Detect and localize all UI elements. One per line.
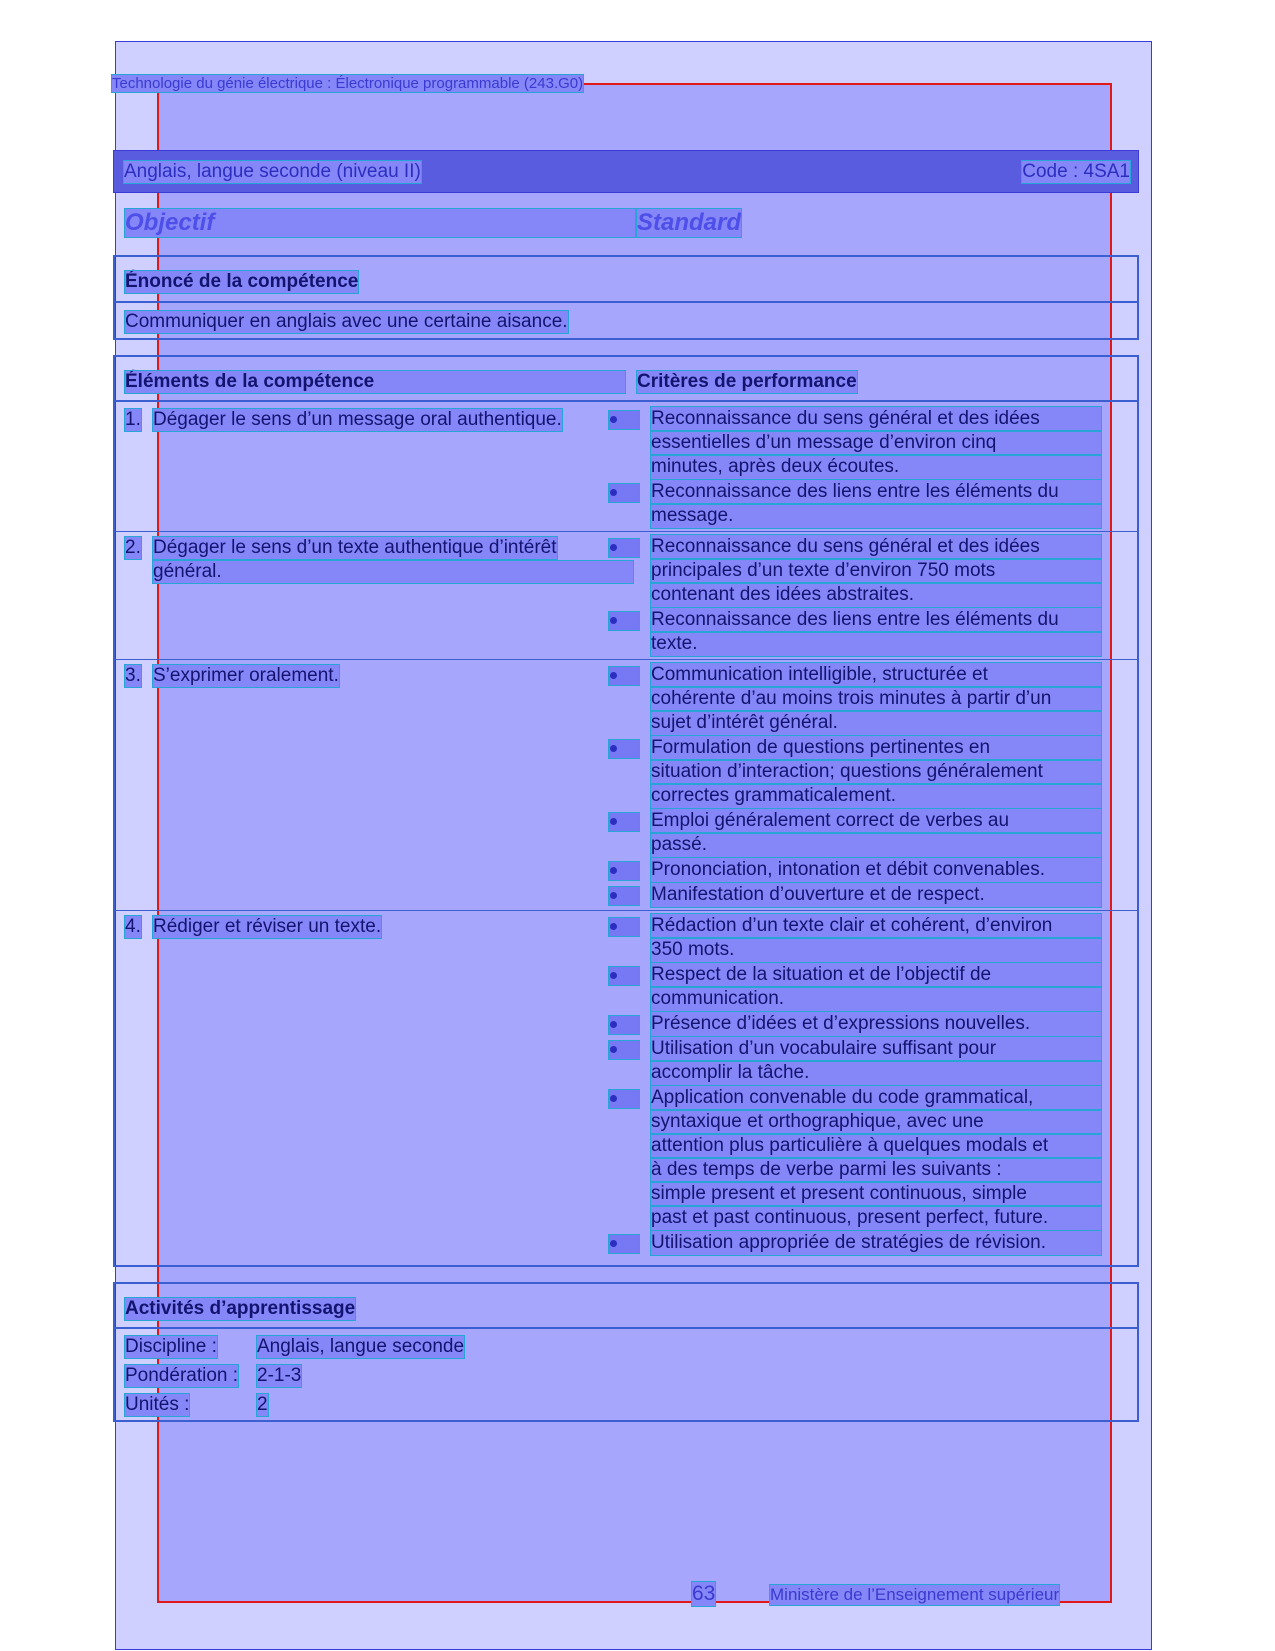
criterion-line: Présence d’idées et d’expressions nouvelles. xyxy=(651,1012,1101,1036)
discipline-value: Anglais, langue seconde xyxy=(257,1336,465,1357)
row-divider xyxy=(115,910,1137,911)
divider xyxy=(115,301,1137,303)
bullet xyxy=(609,967,639,985)
element-number: 4. xyxy=(125,916,141,937)
criterion-line: minutes, après deux écoutes. xyxy=(651,455,1101,479)
bullet-dot xyxy=(610,745,617,752)
divider xyxy=(115,400,1137,402)
enonce-label: Énoncé de la compétence xyxy=(125,271,359,292)
activites-label: Activités d’apprentissage xyxy=(125,1298,356,1319)
criterion-line: attention plus particulière à quelques modals et xyxy=(651,1134,1101,1158)
element-text: Rédiger et réviser un texte. xyxy=(153,916,382,937)
criterion-line: correctes grammaticalement. xyxy=(651,784,1101,808)
bullet xyxy=(609,1235,639,1253)
bullet-dot xyxy=(610,672,617,679)
bullet-dot xyxy=(610,1095,617,1102)
criterion-line: contenant des idées abstraites. xyxy=(651,583,1101,607)
activites-box xyxy=(113,1282,1139,1422)
row-divider xyxy=(115,531,1137,532)
bullet-dot xyxy=(610,416,617,423)
discipline-label: Discipline : xyxy=(125,1336,217,1357)
bullet xyxy=(609,539,639,557)
criterion-line: Application convenable du code grammatical, xyxy=(651,1086,1101,1110)
bullet xyxy=(609,887,639,905)
col-header-criteres: Critères de performance xyxy=(637,371,857,392)
bullet xyxy=(609,740,639,758)
criterion-line: Respect de la situation et de l’objectif de xyxy=(651,963,1101,987)
bullet-dot xyxy=(610,1046,617,1053)
bullet-dot xyxy=(610,892,617,899)
criterion-line: 350 mots. xyxy=(651,938,1101,962)
performance-criterion xyxy=(651,963,1101,1011)
criterion-line: communication. xyxy=(651,987,1101,1011)
col-header-elements: Éléments de la compétence xyxy=(125,371,625,393)
bullet xyxy=(609,1090,639,1108)
criterion-line: Reconnaissance des liens entre les éléments du xyxy=(651,608,1101,632)
element-text: Dégager le sens d’un texte authentique d’intérêt xyxy=(153,537,557,558)
unites-label: Unités : xyxy=(125,1394,190,1415)
bullet xyxy=(609,918,639,936)
bullet xyxy=(609,1016,639,1034)
bullet xyxy=(609,813,639,831)
criterion-line: passé. xyxy=(651,833,1101,857)
performance-criterion xyxy=(651,736,1101,808)
bullet-dot xyxy=(610,489,617,496)
element-number: 2. xyxy=(125,537,141,558)
bullet xyxy=(609,484,639,502)
element-text: S’exprimer oralement. xyxy=(153,665,339,686)
criterion-line: Formulation de questions pertinentes en xyxy=(651,736,1101,760)
criterion-line: Communication intelligible, structurée et xyxy=(651,663,1101,687)
performance-criterion xyxy=(651,914,1101,962)
criterion-line: past et past continuous, present perfect, future. xyxy=(651,1206,1101,1230)
criterion-line: syntaxique et orthographique, avec une xyxy=(651,1110,1101,1134)
element-number: 3. xyxy=(125,665,141,686)
criterion-line: Prononciation, intonation et débit convenables. xyxy=(651,858,1101,882)
criterion-line: cohérente d’au moins trois minutes à partir d’un xyxy=(651,687,1101,711)
criterion-line: à des temps de verbe parmi les suivants : xyxy=(651,1158,1101,1182)
bullet-dot xyxy=(610,617,617,624)
criterion-line: Emploi généralement correct de verbes au xyxy=(651,809,1101,833)
performance-criterion xyxy=(651,1037,1101,1085)
course-bar xyxy=(113,150,1139,193)
bullet xyxy=(609,667,639,685)
performance-criterion xyxy=(651,407,1101,479)
criterion-line: texte. xyxy=(651,632,1101,656)
criterion-line: Reconnaissance du sens général et des idées xyxy=(651,535,1101,559)
performance-criterion xyxy=(651,1086,1101,1230)
bullet xyxy=(609,612,639,630)
criterion-line: accomplir la tâche. xyxy=(651,1061,1101,1085)
competence-table xyxy=(113,355,1139,1267)
bullet-dot xyxy=(610,1021,617,1028)
row-divider xyxy=(115,659,1137,660)
criterion-line: Reconnaissance du sens général et des idées xyxy=(651,407,1101,431)
criterion-line: Utilisation appropriée de stratégies de révision. xyxy=(651,1231,1101,1255)
bullet-dot xyxy=(610,867,617,874)
element-text: général. xyxy=(153,561,633,583)
course-code: Code : 4SA1 xyxy=(1022,161,1130,182)
course-title: Anglais, langue seconde (niveau II) xyxy=(124,161,421,182)
criterion-line: situation d’interaction; questions généralement xyxy=(651,760,1101,784)
ponderation-label: Pondération : xyxy=(125,1365,239,1386)
bullet xyxy=(609,862,639,880)
performance-criterion xyxy=(651,535,1101,607)
bullet-dot xyxy=(610,818,617,825)
bullet-dot xyxy=(610,544,617,551)
criterion-line: Rédaction d’un texte clair et cohérent, d’environ xyxy=(651,914,1101,938)
criterion-line: essentielles d’un message d’environ cinq xyxy=(651,431,1101,455)
performance-criterion xyxy=(651,1231,1101,1255)
criterion-line: message. xyxy=(651,504,1101,528)
bullet-dot xyxy=(610,923,617,930)
criterion-line: Manifestation d’ouverture et de respect. xyxy=(651,883,1101,907)
page-number: 63 xyxy=(692,1582,716,1605)
performance-criterion xyxy=(651,809,1101,857)
bullet xyxy=(609,1041,639,1059)
bullet-dot xyxy=(610,972,617,979)
criterion-line: Utilisation d’un vocabulaire suffisant pour xyxy=(651,1037,1101,1061)
performance-criterion xyxy=(651,858,1101,882)
objectif-heading: Objectif xyxy=(125,209,635,237)
element-number: 1. xyxy=(125,409,141,430)
standard-heading: Standard xyxy=(637,209,742,236)
criterion-line: Reconnaissance des liens entre les éléments du xyxy=(651,480,1101,504)
performance-criterion xyxy=(651,608,1101,656)
divider xyxy=(115,1327,1137,1329)
unites-value: 2 xyxy=(257,1394,268,1415)
criterion-line: principales d’un texte d’environ 750 mots xyxy=(651,559,1101,583)
criterion-line: sujet d’intérêt général. xyxy=(651,711,1101,735)
footer-ministere: Ministère de l’Enseignement supérieur xyxy=(770,1585,1060,1604)
performance-criterion xyxy=(651,883,1101,907)
performance-criterion xyxy=(651,480,1101,528)
element-text: Dégager le sens d’un message oral authentique. xyxy=(153,409,562,430)
performance-criterion xyxy=(651,1012,1101,1036)
bullet-dot xyxy=(610,1240,617,1247)
performance-criterion xyxy=(651,663,1101,735)
enonce-box xyxy=(113,255,1139,340)
ponderation-value: 2-1-3 xyxy=(257,1365,302,1386)
running-head: Technologie du génie électrique : Électronique programmable (243.G0) xyxy=(112,75,584,92)
bullet xyxy=(609,411,639,429)
enonce-text: Communiquer en anglais avec une certaine aisance. xyxy=(125,311,568,332)
criterion-line: simple present et present continuous, simple xyxy=(651,1182,1101,1206)
